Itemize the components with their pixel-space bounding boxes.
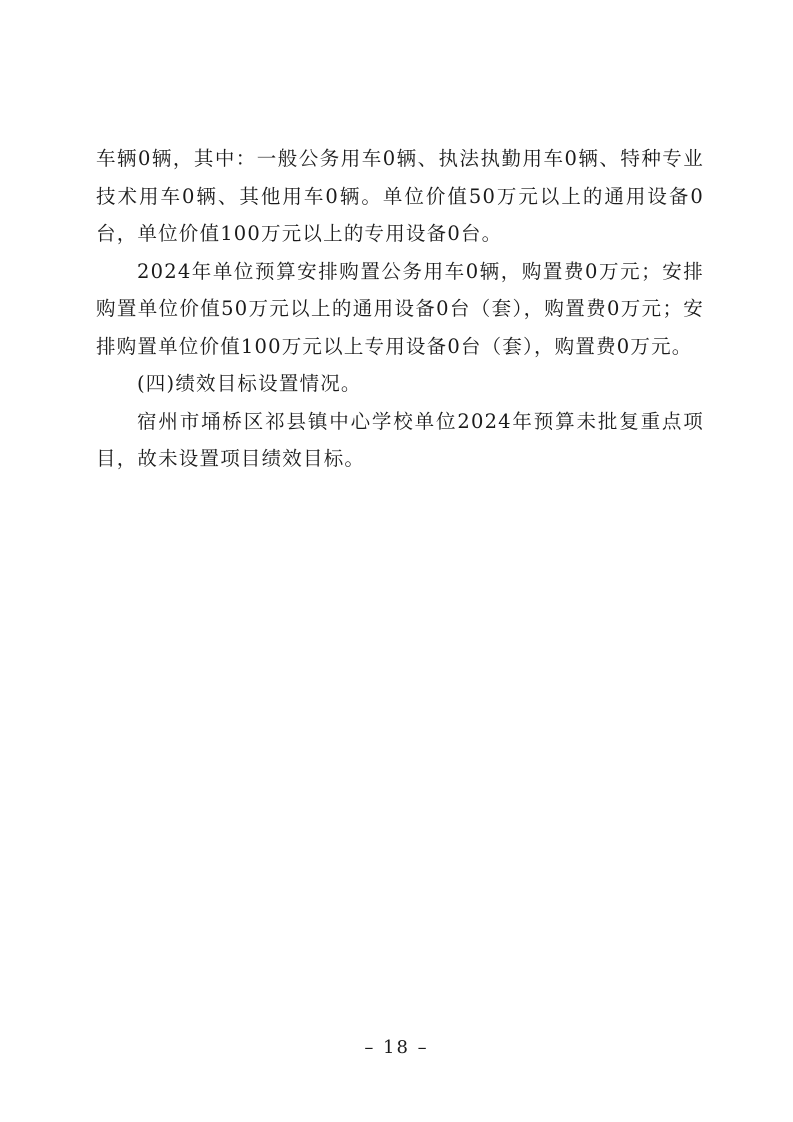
paragraph-purchase-plan-2024: 2024年单位预算安排购置公务用车0辆，购置费0万元；安排购置单位价值50万元以上的通用设备0台（套），购置费0万元；安排购置单位价值100万元以上专用设备0台（套），购置费0万元。 (96, 259, 704, 358)
document-body (96, 140, 704, 478)
paragraph-performance-statement: 宿州市埇桥区祁县镇中心学校单位2024年预算未批复重点项目，故未设置项目绩效目标。 (96, 409, 704, 470)
paragraph-vehicles-equipment-count: 车辆0辆，其中：一般公务用车0辆、执法执勤用车0辆、特种专业技术用车0辆、其他用车0辆。单位价值50万元以上的通用设备0台，单位价值100万元以上的专用设备0台。 (96, 147, 704, 245)
page-number: – 18 – (364, 1037, 429, 1058)
section-heading-performance-targets: (四)绩效目标设置情况。 (137, 372, 362, 395)
